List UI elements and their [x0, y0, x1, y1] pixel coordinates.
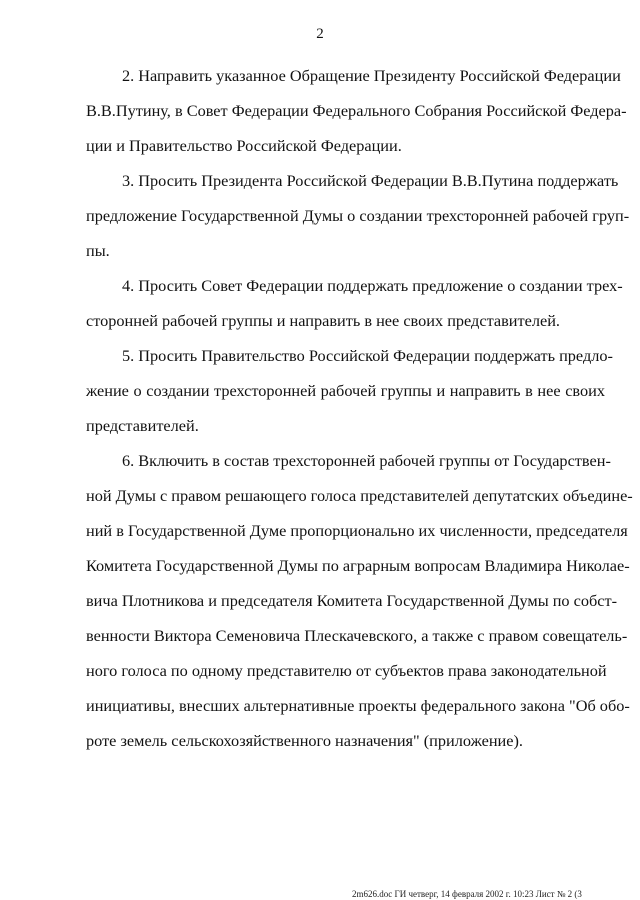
- page-footer: 2m626.doc ГИ четверг, 14 февраля 2002 г. 10:23 Лист № 2 (3: [352, 889, 582, 899]
- paragraph-4: [86, 268, 623, 338]
- text-line: В.В.Путину, в Совет Федерации Федерального Собрания Российской Федера-: [86, 101, 627, 120]
- text-line: сторонней рабочей группы и направить в нее своих представителей.: [86, 311, 560, 330]
- page-number: 2: [316, 26, 324, 42]
- document-body: [86, 58, 633, 758]
- text-line: ний в Государственной Думе пропорционально их численности, председателя: [86, 521, 628, 540]
- text-line: 4. Просить Совет Федерации поддержать предложение о создании трех-: [122, 276, 623, 295]
- text-line: пы.: [86, 241, 110, 260]
- paragraph-5: [86, 338, 613, 443]
- text-line: ного голоса по одному представителю от субъектов права законодательной: [86, 661, 607, 680]
- paragraph-6: [86, 443, 633, 758]
- text-line: венности Виктора Семеновича Плескачевского, а также с правом совещатель-: [86, 626, 628, 645]
- text-line: ции и Правительство Российской Федерации.: [86, 136, 402, 155]
- text-line: жение о создании трехсторонней рабочей группы и направить в нее своих: [86, 381, 605, 400]
- text-line: 5. Просить Правительство Российской Федерации поддержать предло-: [122, 346, 613, 365]
- text-line: роте земель сельскохозяйственного назначения" (приложение).: [86, 731, 523, 750]
- text-line: представителей.: [86, 416, 199, 435]
- text-line: ной Думы с правом решающего голоса представителей депутатских объедине-: [86, 486, 633, 505]
- text-line: 6. Включить в состав трехсторонней рабочей группы от Государствен-: [122, 451, 611, 470]
- text-line: инициативы, внесших альтернативные проекты федерального закона "Об обо-: [86, 696, 630, 715]
- text-line: предложение Государственной Думы о создании трехсторонней рабочей груп-: [86, 206, 630, 225]
- text-line: 3. Просить Президента Российской Федерации В.В.Путина поддержать: [122, 171, 619, 190]
- text-line: 2. Направить указанное Обращение Президенту Российской Федерации: [122, 66, 621, 85]
- paragraph-2: [86, 58, 627, 163]
- paragraph-3: [86, 163, 630, 268]
- text-line: Комитета Государственной Думы по аграрным вопросам Владимира Николае-: [86, 556, 630, 575]
- text-line: вича Плотникова и председателя Комитета Государственной Думы по собст-: [86, 591, 618, 610]
